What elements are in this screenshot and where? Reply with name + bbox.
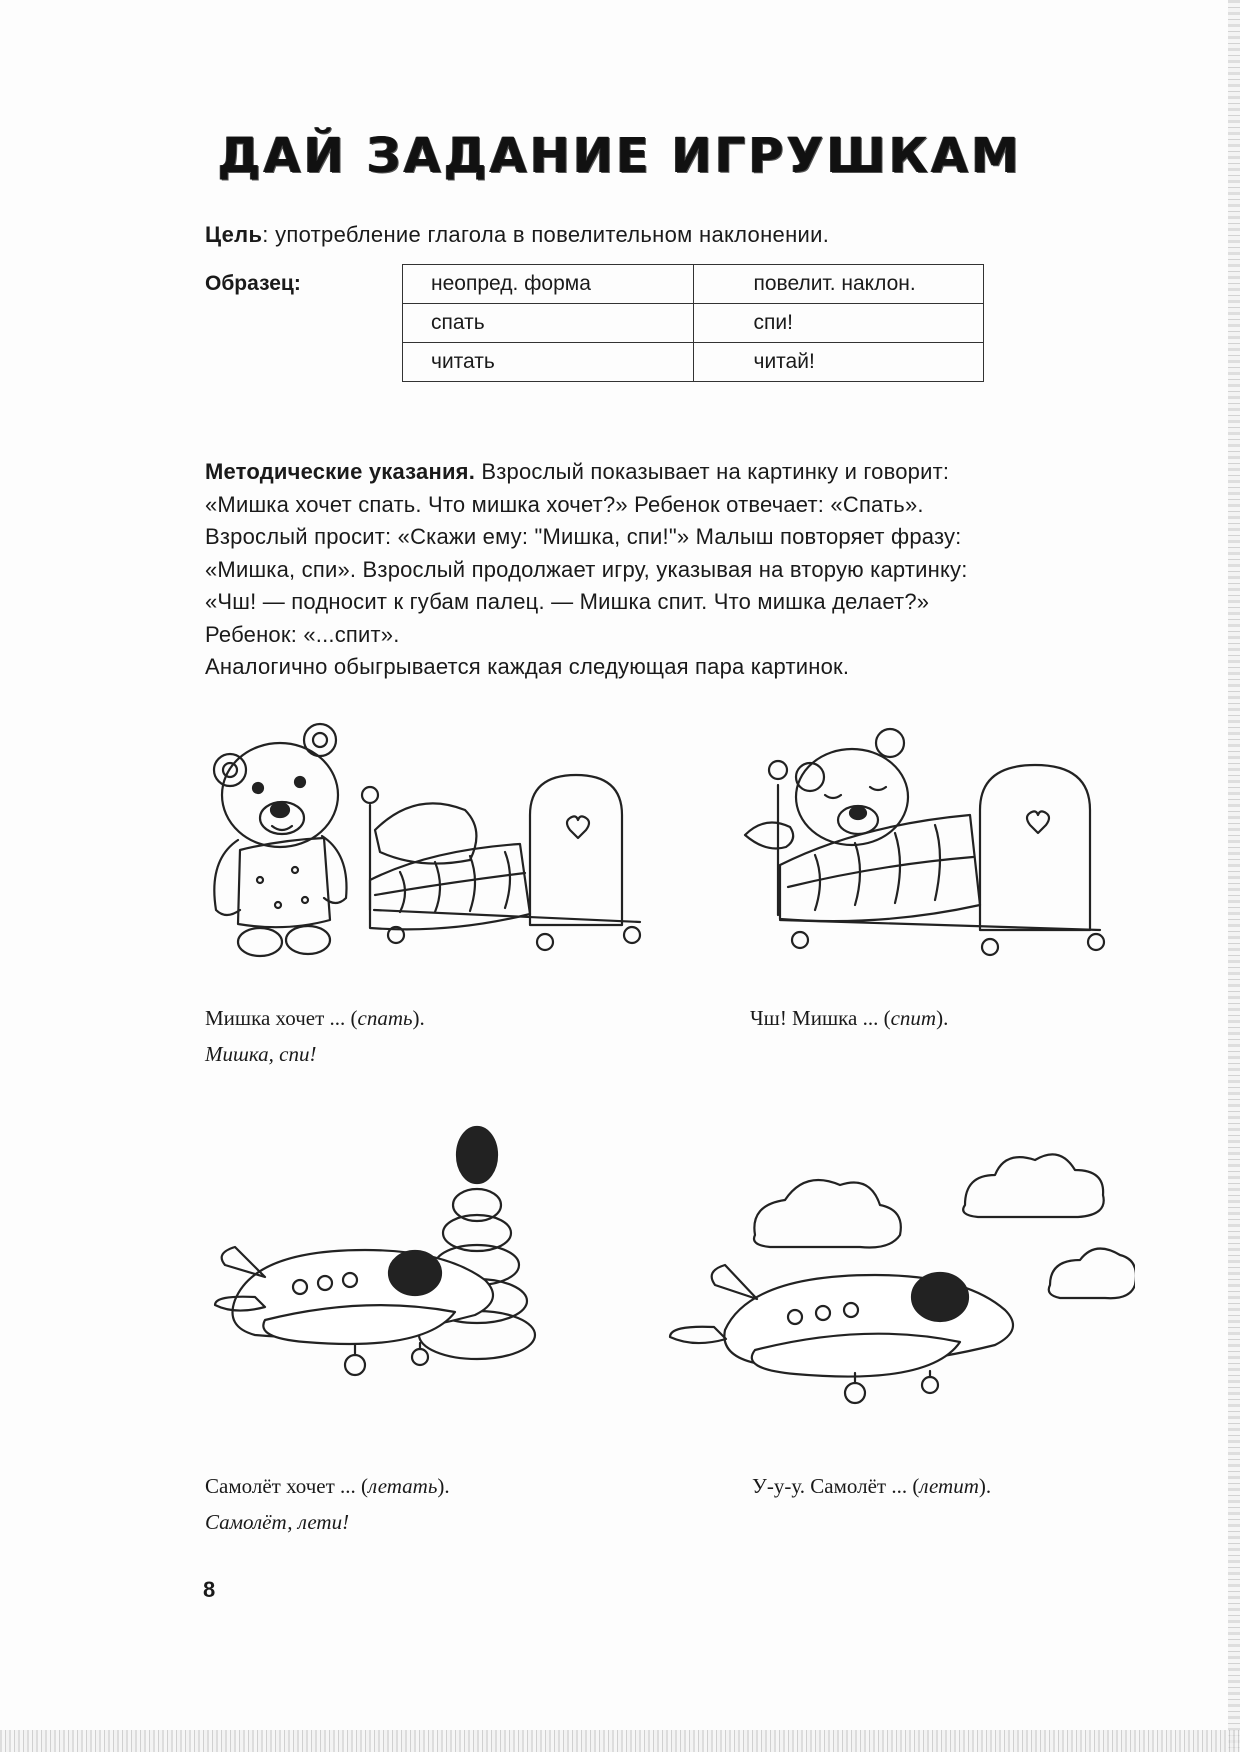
guide-line: Взрослый просит: «Скажи ему: "Мишка, спи!"» Малыш повторяет фразу: xyxy=(205,524,962,549)
toy-plane-with-pyramid-icon xyxy=(205,1125,565,1395)
table-row xyxy=(403,304,984,343)
guide-line: «Мишка хочет спать. Что мишка хочет?» Ребенок отвечает: «Спать». xyxy=(205,491,924,517)
caption-verb: летит xyxy=(919,1474,979,1498)
table-cell: читать xyxy=(403,343,694,382)
methodical-guidelines xyxy=(205,456,1120,684)
page-number: 8 xyxy=(203,1577,216,1602)
caption-bear-sleeps xyxy=(750,1000,948,1036)
sample-table xyxy=(402,264,984,382)
goal-label: Цель xyxy=(205,222,263,247)
caption-text: Чш! Мишка ... ( xyxy=(750,1006,891,1030)
caption-bear-wants-sleep xyxy=(205,1000,425,1072)
guide-bold-lead: Методические указания. xyxy=(205,459,476,484)
caption-verb: спать xyxy=(357,1006,413,1030)
guide-text: Взрослый показывает на картинку и говорит: xyxy=(481,459,950,484)
caption-text: Мишка хочет ... ( xyxy=(205,1006,358,1030)
caption-verb: спит xyxy=(890,1006,937,1030)
toy-plane-flying-among-clouds-icon xyxy=(665,1145,1135,1405)
guide-line: «Мишка, спи». Взрослый продолжает игру, указывая на вторую картинку: xyxy=(205,556,968,582)
scan-edge-bottom xyxy=(0,1730,1240,1752)
goal-line xyxy=(205,222,829,248)
table-cell: спать xyxy=(403,304,694,343)
caption-plane-wants-fly xyxy=(205,1468,450,1540)
page-title: ДАЙ ЗАДАНИЕ ИГРУШКАМ xyxy=(217,128,1023,184)
teddy-bear-standing-by-bed-icon xyxy=(200,710,660,970)
sample-label: Образец: xyxy=(205,272,301,295)
caption-end: ). xyxy=(437,1474,450,1498)
caption-answer: Мишка, спи! xyxy=(205,1042,317,1066)
caption-end: ). xyxy=(936,1006,949,1030)
caption-end: ). xyxy=(978,1474,992,1498)
caption-plane-flies xyxy=(752,1468,991,1504)
guide-line: «Чш! — подносит к губам палец. — Мишка спит. Что мишка делает?» xyxy=(205,589,930,614)
table-header-cell: неопред. форма xyxy=(403,265,694,304)
guide-line: Аналогично обыгрывается каждая следующая пара картинок. xyxy=(205,654,850,679)
teddy-bear-sleeping-in-bed-icon xyxy=(740,715,1120,965)
guide-line xyxy=(205,456,1120,489)
guide-line: Ребенок: «...спит». xyxy=(205,621,400,647)
caption-verb: летать xyxy=(368,1474,438,1498)
table-cell: читай! xyxy=(693,343,984,382)
caption-text: У-у-у. Самолёт ... ( xyxy=(752,1474,920,1498)
table-header-cell: повелит. наклон. xyxy=(693,265,984,304)
goal-text: : употребление глагола в повелительном наклонении. xyxy=(262,222,830,247)
scan-edge-right xyxy=(1228,0,1240,1752)
caption-text: Самолёт хочет ... ( xyxy=(205,1474,369,1498)
table-cell: спи! xyxy=(693,304,984,343)
table-row xyxy=(403,343,984,382)
table-row xyxy=(403,265,984,304)
caption-end: ). xyxy=(412,1006,425,1030)
caption-answer: Самолёт, лети! xyxy=(205,1510,350,1534)
